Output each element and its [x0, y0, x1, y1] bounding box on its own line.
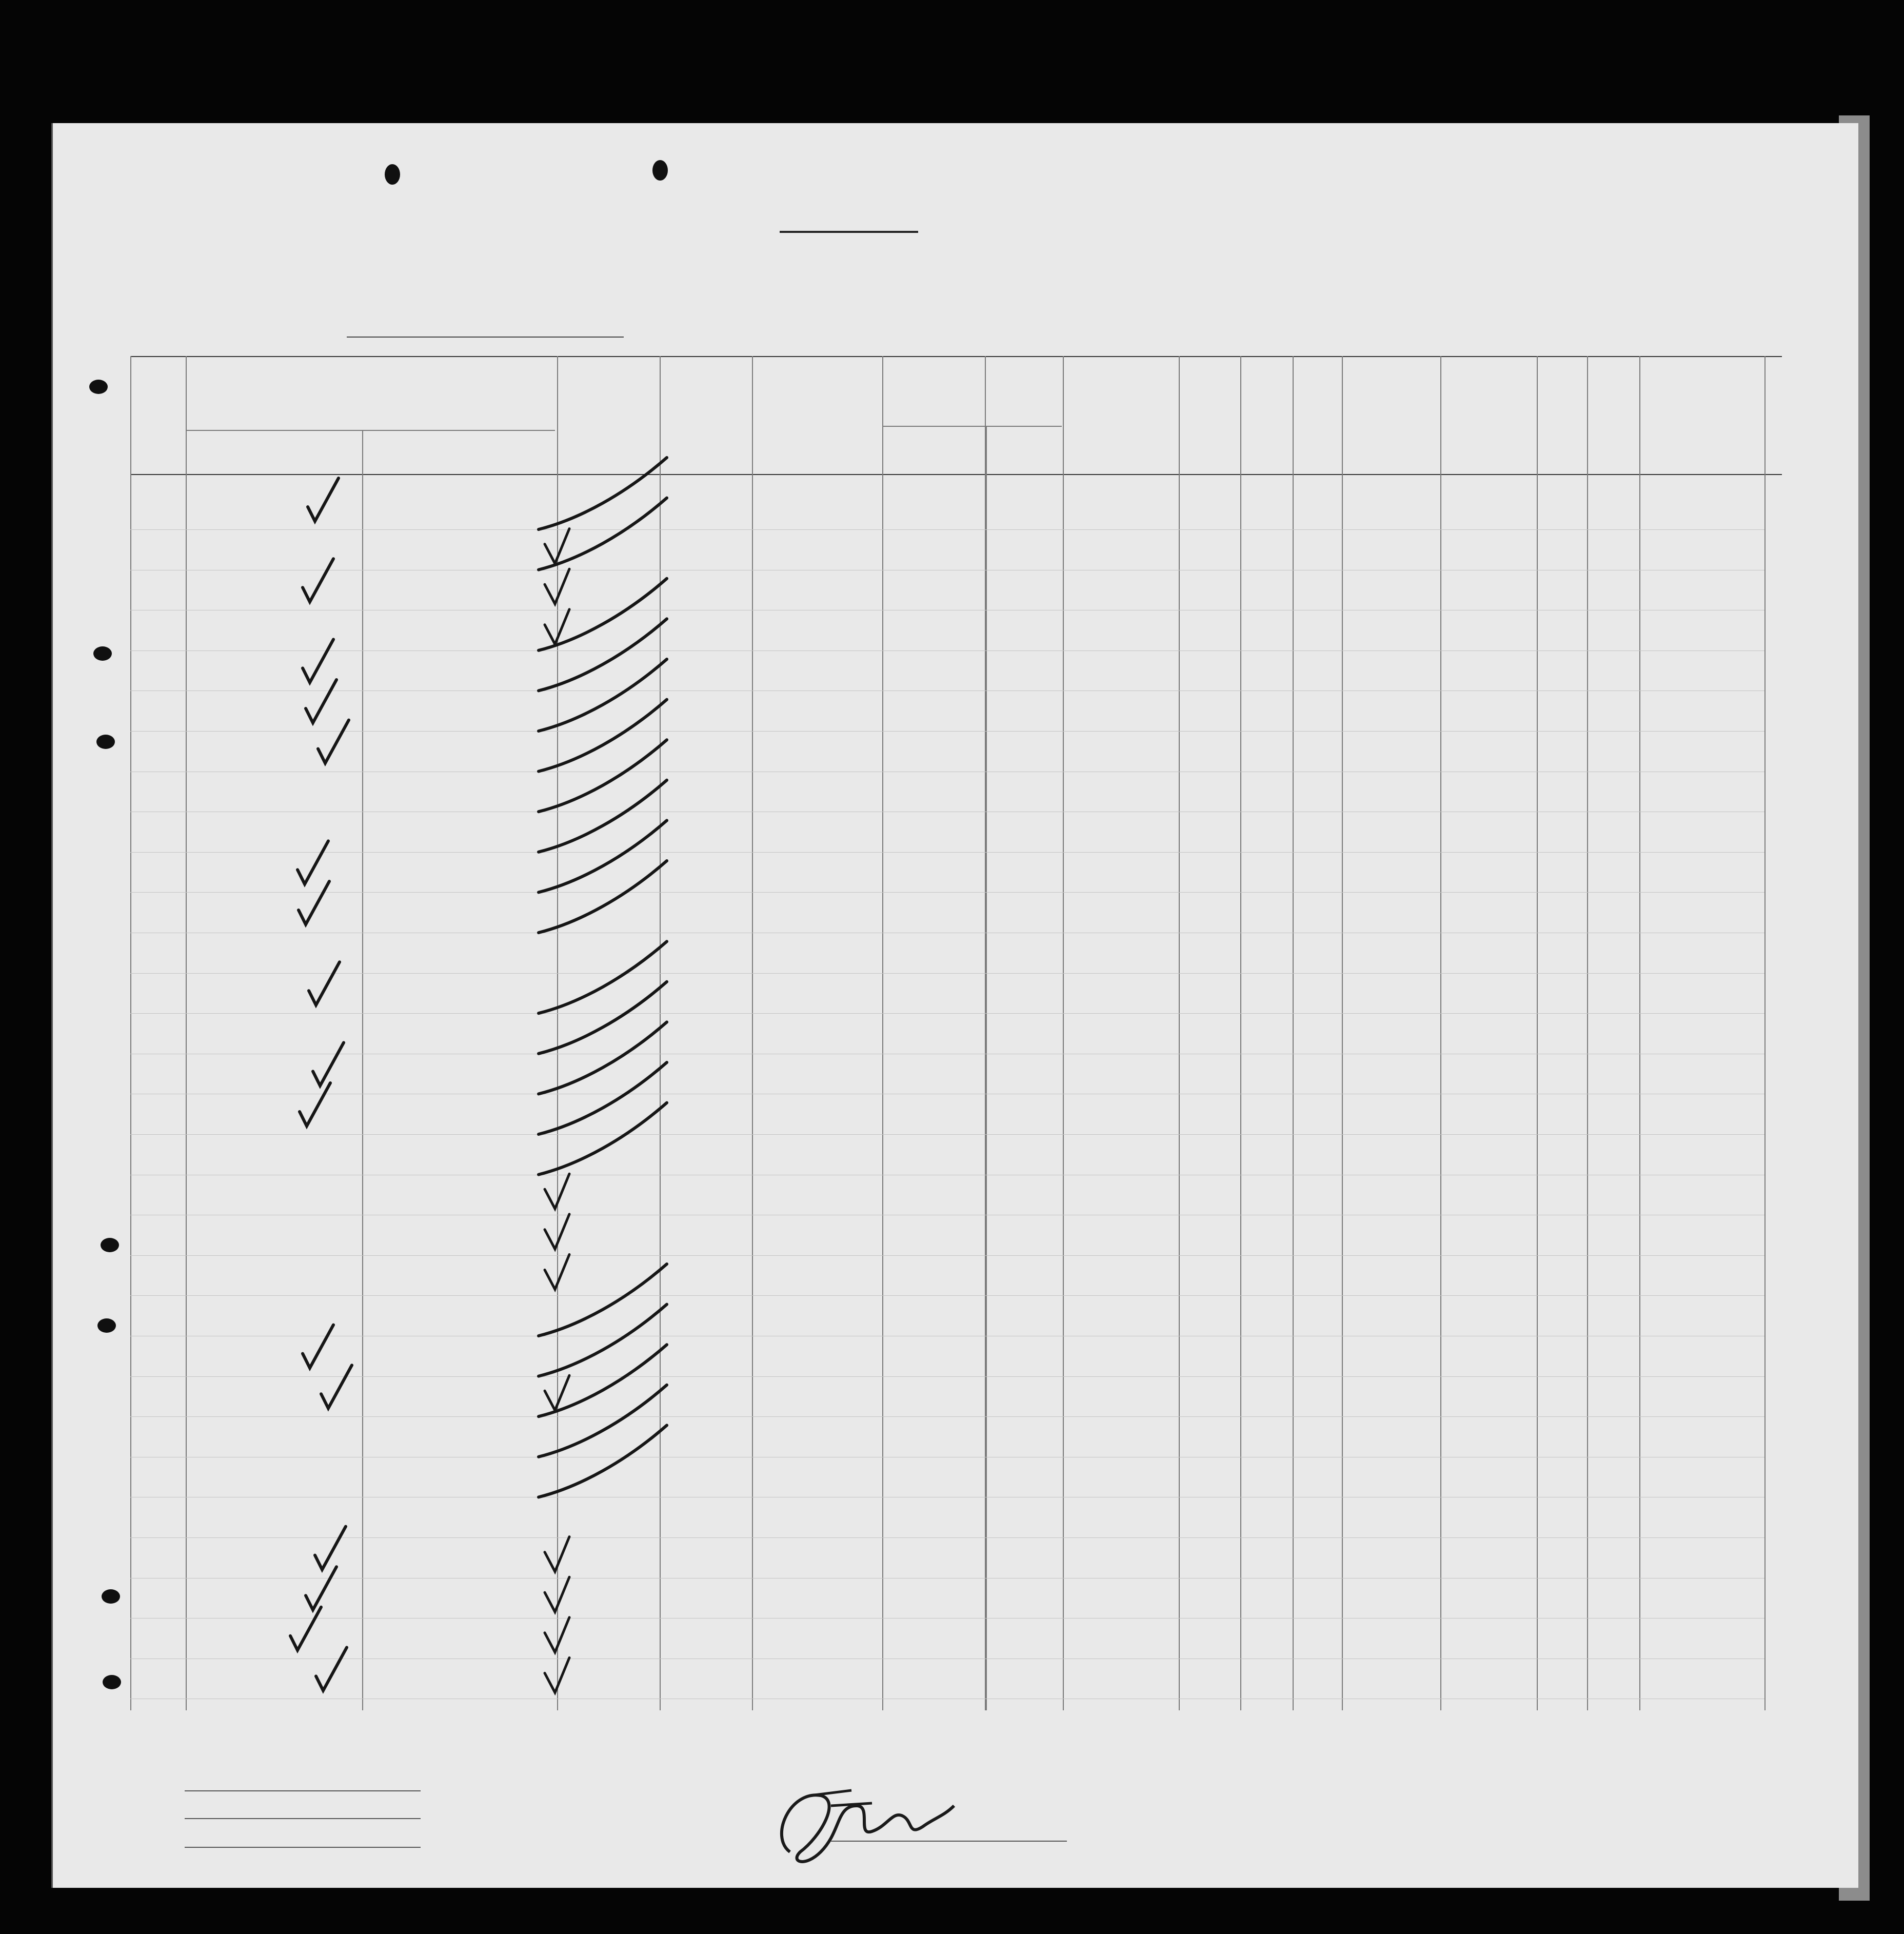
checkmark-stroke	[539, 458, 667, 529]
checkmark-stroke	[539, 740, 667, 812]
footer-rule-2	[185, 1818, 421, 1819]
checkmark-stroke	[545, 1254, 569, 1289]
checkmark-stroke	[315, 1527, 346, 1570]
checkmark-stroke	[539, 1062, 667, 1134]
checkmark-stroke	[539, 780, 667, 852]
checkmark-stroke	[539, 659, 667, 731]
checkmark-stroke	[545, 1577, 569, 1612]
checkmark-stroke	[539, 1022, 667, 1094]
checkmark-stroke	[290, 1607, 321, 1650]
checkmark-stroke	[539, 861, 667, 933]
checkmark-stroke	[298, 841, 328, 884]
checkmark-stroke	[539, 1264, 667, 1336]
checkmark-stroke	[316, 1647, 347, 1690]
checkmark-stroke	[539, 1103, 667, 1175]
checkmark-stroke	[300, 1083, 330, 1126]
footer-rule-3	[185, 1847, 421, 1848]
checkmark-stroke	[545, 569, 569, 604]
checkmark-stroke	[539, 619, 667, 690]
checkmark-stroke	[545, 529, 569, 564]
checkmark-stroke	[309, 962, 340, 1005]
inspector-signature	[759, 1775, 975, 1878]
checkmark-stroke	[306, 680, 336, 723]
checkmark-stroke	[545, 1214, 569, 1249]
footer-rule-1	[185, 1790, 421, 1791]
checkmark-stroke	[318, 720, 349, 763]
checkmark-stroke	[539, 1385, 667, 1457]
checkmark-stroke	[308, 478, 339, 521]
checkmark-stroke	[306, 1567, 336, 1610]
checkmark-stroke	[539, 700, 667, 772]
checkmark-stroke	[321, 1365, 352, 1408]
checkmark-stroke	[299, 881, 329, 924]
inspector-rule	[831, 1841, 1067, 1842]
checkmark-stroke	[539, 941, 667, 1013]
checkmark-stroke	[545, 1617, 569, 1652]
checkmark-stroke	[303, 559, 333, 602]
checkmark-stroke	[545, 1375, 569, 1410]
checkmark-stroke	[545, 609, 569, 644]
checkmark-stroke	[539, 820, 667, 892]
checkmark-stroke	[545, 1657, 569, 1692]
checkmark-stroke	[303, 639, 333, 682]
checkmark-stroke	[313, 1042, 344, 1086]
checkmark-stroke	[545, 1537, 569, 1572]
checkmark-stroke	[545, 1174, 569, 1209]
checkmark-stroke	[539, 1305, 667, 1376]
checkmark-stroke	[539, 1425, 667, 1497]
checkmark-stroke	[303, 1325, 333, 1368]
checkmark-stroke	[539, 982, 667, 1054]
